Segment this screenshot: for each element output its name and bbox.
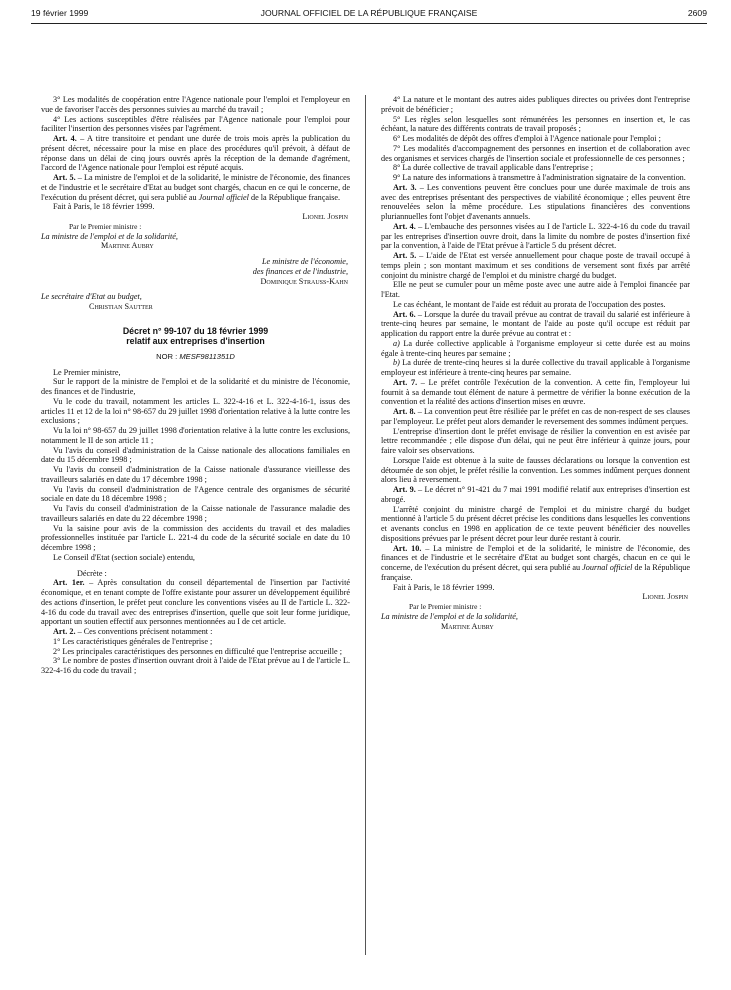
article-8 (381, 407, 690, 427)
right-column (381, 95, 690, 631)
minister-economy-title-2: des finances et de l'industrie, (252, 266, 348, 276)
issue-date: 19 février 1999 (31, 8, 89, 18)
signatory-pm: Lionel Jospin (302, 212, 348, 221)
paragraph: Lorsque l'aide est obtenue à la suite de fausses déclarations ou lorsque la convention est détournée de son objet, le préfet résilie la convention. Les sommes indûment perçues donnent alors lieu à reversement. (381, 455, 690, 485)
minister-employment-name: Martine Aubry (441, 621, 494, 631)
article-text-end: de la République française. (381, 563, 690, 582)
article-text: – La ministre de l'emploi et de la solidarité, le ministre de l'économie, des finances et de l'industrie et le secrétaire d'Etat au budget sont chargés, chacun en ce qui le concerne, de l'exécution du présent décret, qui sera publié au (381, 543, 690, 572)
paragraph: Le Premier ministre, (53, 367, 121, 377)
paragraph: Vu la loi n° 98-657 du 29 juillet 1998 d'orientation relative à la lutte contre les exclusions, notamment le II de son article 11 ; (41, 426, 350, 445)
article-label: Art. 9. (393, 485, 416, 494)
article-6 (381, 310, 690, 339)
article-text: – A titre transitoire et pendant une durée de trois mois après la publication du présent décret, nécessaire pour la mise en place des procédures qu'il prévoit, à défaut de réponse dans un délai de cinq jours ouvrés après la réception de la demande d'agrément, l'accord de l'Agence nationale pour l'emploi est réputé acquis. (41, 134, 350, 173)
paragraph: Le cas échéant, le montant de l'aide est réduit au prorata de l'occupation des postes. (393, 299, 666, 309)
list-item: 8° La durée collective de travail applicable dans l'entreprise ; (393, 163, 594, 173)
paragraph: Vu l'avis du conseil d'administration de l'Agence centrale des organismes de sécurité sociale en date du 18 décembre 1998 ; (41, 484, 350, 504)
article-7 (381, 378, 690, 407)
article-5 (381, 251, 690, 280)
article-text: – Le préfet contrôle l'exécution de la convention. A cette fin, l'employeur lui fournit à sa demande tout élément de nature à permettre de vérifier la bonne exécution de la convention et la réalité des actions d'insertion mises en œuvre. (381, 377, 690, 407)
paragraph: Vu le code du travail, notamment les articles L. 322-4-16 et L. 322-4-16-1, issus des articles 11 et 12 de la loi n° 98-657 du 29 juillet 1998 d'orientation relative à la lutte contre les exclusions ; (41, 396, 350, 426)
paragraph: Vu l'avis du conseil d'administration de la Caisse nationale de l'assurance maladie des travailleurs salariés en date du 22 décembre 1998 ; (41, 504, 350, 523)
journal-title: JOURNAL OFFICIEL DE LA RÉPUBLIQUE FRANÇAISE (260, 8, 478, 18)
list-item: 4° La nature et le montant des autres aides publiques directes ou privées dont l'entreprise prévoit de bénéficier ; (381, 95, 690, 114)
journal-officiel-ref: Journal officiel (198, 192, 249, 202)
decree-title-line-2: relatif aux entreprises d'insertion (126, 336, 265, 347)
decrete-heading: Décrète : (77, 568, 107, 578)
item-text: La durée de trente-cinq heures si la durée collective du travail applicable à l'organisme employeur est inférieure à trente-cinq heures par semaine. (381, 358, 690, 377)
nor-reference (41, 352, 350, 362)
article-text: – Lorsque la durée du travail prévue au contrat de travail du salarié est inférieure à trente-cinq heures par semaine, le montant de l'aide au poste qu'il occupe est réduit par application du rapport entre la durée prévue au contrat et : (381, 309, 690, 338)
article-text: – Après consultation du conseil départemental de l'insertion par l'activité économique, et en tenant compte de l'offre existante pour assurer un développement équilibré des actions d'insertion, le préfet peut conclure les conventions visées au II de l'article L. 322-4-16 du code du travail avec des entreprises d'insertion, quelle que soit leur forme juridique, apportant un soutien effectif aux personnes mentionnées au I de cet article. (41, 578, 350, 627)
paragraph: L'entreprise d'insertion dont le préfet envisage de résilier la convention en est avisée par lettre recommandée ; elle dispose d'un délai, qui ne peut être inférieur à quinze jours, pour faire valoir ses observations. (381, 426, 690, 455)
secretary-budget-name: Christian Sautter (89, 302, 153, 311)
list-item (381, 358, 690, 378)
nor-label: NOR : (156, 351, 180, 361)
list-item: 2° Les principales caractéristiques des personnes en difficulté que l'entreprise accueille ; (53, 646, 342, 656)
article-label: Art. 7. (393, 377, 418, 387)
list-item: 5° Les règles selon lesquelles sont rémunérées les personnes en insertion et, le cas échéant, la nature des différents contrats de travail proposés ; (381, 114, 690, 134)
paragraph: 3° Les modalités de coopération entre l'Agence nationale pour l'emploi et l'employeur en vue de favoriser l'accès des personnes suivies au marché du travail ; (41, 95, 350, 114)
article-label: Art. 8. (393, 407, 416, 416)
list-item: 3° Le nombre de postes d'insertion ouvrant droit à l'aide de l'Etat prévue au I de l'article L. 322-4-16 du code du travail ; (41, 656, 350, 675)
journal-officiel-ref: Journal officiel (582, 563, 633, 572)
paragraph: Elle ne peut se cumuler pour un même poste avec une autre aide à l'emploi financée par l'Etat. (381, 280, 690, 299)
minister-economy-name: Dominique Strauss-Kahn (260, 276, 348, 286)
list-item: 6° Les modalités de dépôt des offres d'emploi à l'Agence nationale pour l'emploi ; (393, 134, 661, 143)
list-item: 1° Les caractéristiques générales de l'entreprise ; (53, 636, 213, 646)
article-label: Art. 2. (53, 627, 76, 636)
article-9 (381, 485, 690, 505)
article-label: Art. 5. (393, 251, 417, 260)
page-header (31, 8, 707, 22)
secretary-budget-title: Le secrétaire d'Etat au budget, (41, 292, 142, 302)
article-label: Art. 10. (393, 543, 422, 553)
article-4 (381, 222, 690, 251)
left-column (41, 95, 350, 676)
article-text: – L'aide de l'Etat est versée annuellement pour chaque poste de travail occupé à temps plein ; son montant maximum et ses conditions de versement sont fixés par arrêté conjoint du ministre chargé de l'emploi et du ministre chargé du budget. (381, 251, 690, 280)
article-5 (41, 173, 350, 202)
article-text-end: de la République française. (248, 192, 341, 202)
paragraph: Sur le rapport de la ministre de l'emploi et de la solidarité et du ministre de l'économie, des finances et de l'industrie, (41, 377, 350, 396)
item-text: La durée collective applicable à l'organisme employeur si cette durée est au moins égale à trente-cinq heures par semaine ; (381, 338, 690, 358)
column-divider (365, 95, 366, 955)
paragraph: Vu l'avis du conseil d'administration de la Caisse nationale d'assurance vieillesse des travailleurs salariés en date du 17 décembre 1998 ; (41, 465, 350, 484)
article-text: – Les conventions peuvent être conclues pour une durée maximale de trois ans avec des entreprises présentant des perspectives de viabilité économique ; elles peuvent être renouvelées selon la même procédure. Les stipulations financières des conventions pluriannuelles font l'objet d'avenants annuels. (381, 182, 690, 221)
article-text: – L'embauche des personnes visées au I de l'article L. 322-4-16 du code du travail par les entreprises d'insertion ouvre droit, dans la limite du nombre de postes d'insertion fixé par la convention, à l'aide de l'Etat prévue à l'article 5 du présent décret. (381, 221, 690, 251)
list-item: 9° La nature des informations à transmettre à l'administration signataire de la convention. (393, 173, 686, 182)
minister-economy-title-1: Le ministre de l'économie, (261, 257, 348, 266)
paragraph: 4° Les actions susceptibles d'être réalisées par l'Agence nationale pour l'emploi pour faciliter l'insertion des personnes visées par l'agrément. (41, 114, 350, 134)
pm-label: Par le Premier ministre : (409, 602, 482, 611)
article-text: – La convention peut être résiliée par le préfet en cas de non-respect de ses clauses par l'employeur. Le préfet peut alors demander le reversement des sommes indûment perçues. (381, 407, 690, 426)
minister-employment-title: La ministre de l'emploi et de la solidarité, (381, 611, 518, 621)
list-item: 7° Les modalités d'accompagnement des personnes en insertion et de collaboration avec des organismes et services chargés de l'insertion sociale et professionnelle de ces personnes ; (381, 143, 690, 163)
article-10 (381, 544, 690, 583)
article-2 (41, 627, 350, 637)
nor-code: MESF9811351D (179, 351, 235, 361)
minister-employment-name: Martine Aubry (101, 241, 154, 251)
item-letter: b) (393, 358, 400, 368)
page-number: 2609 (687, 8, 707, 18)
article-label: Art. 4. (53, 134, 77, 143)
pm-label: Par le Premier ministre : (69, 221, 142, 231)
article-1 (41, 578, 350, 627)
article-text: – Ces conventions précisent notamment : (75, 627, 213, 636)
list-item (381, 339, 690, 359)
minister-employment-title: La ministre de l'emploi et de la solidarité, (41, 231, 178, 241)
item-letter: a) (393, 338, 400, 348)
article-label: Art. 1er. (53, 578, 85, 588)
paragraph: Le Conseil d'Etat (section sociale) entendu, (53, 552, 195, 562)
article-3 (381, 183, 690, 222)
article-4 (41, 134, 350, 173)
article-label: Art. 3. (393, 182, 417, 192)
decree-title-line-1: Décret n° 99-107 du 18 février 1999 (122, 325, 269, 336)
signing-place-date: Fait à Paris, le 18 février 1999. (393, 582, 495, 592)
article-text: – Le décret n° 91-421 du 7 mai 1991 modifié relatif aux entreprises d'insertion est abrogé. (381, 485, 690, 504)
article-label: Art. 5. (53, 173, 76, 182)
paragraph: Vu l'avis du conseil d'administration de la Caisse nationale des allocations familiales en date du 15 décembre 1998 ; (41, 445, 350, 465)
article-label: Art. 6. (393, 309, 416, 319)
paragraph: L'arrêté conjoint du ministre chargé de l'emploi et du ministre chargé du budget mentionné à l'article 5 du présent décret précise les conditions dans lesquelles les conventions et avenants conclus en 1998 en application de ce texte peuvent bénéficier des nouvelles dispositions prévues par le présent décret pour leur durée restant à courir. (381, 504, 690, 543)
signatory-pm: Lionel Jospin (642, 592, 688, 602)
header-rule (31, 23, 707, 24)
signing-place-date: Fait à Paris, le 18 février 1999. (53, 202, 155, 212)
paragraph: Vu la saisine pour avis de la commission des accidents du travail et des maladies professionnelles instituée par l'article L. 221-4 du code de la sécurité sociale en date du 10 décembre 1998 ; (41, 523, 350, 552)
article-text: – La ministre de l'emploi et de la solidarité, le ministre de l'économie, des finances et de l'industrie et le secrétaire d'Etat au budget sont chargés, chacun en ce qui le concerne, de l'exécution du présent décret, qui sera publié au (41, 173, 351, 202)
article-label: Art. 4. (393, 221, 416, 231)
